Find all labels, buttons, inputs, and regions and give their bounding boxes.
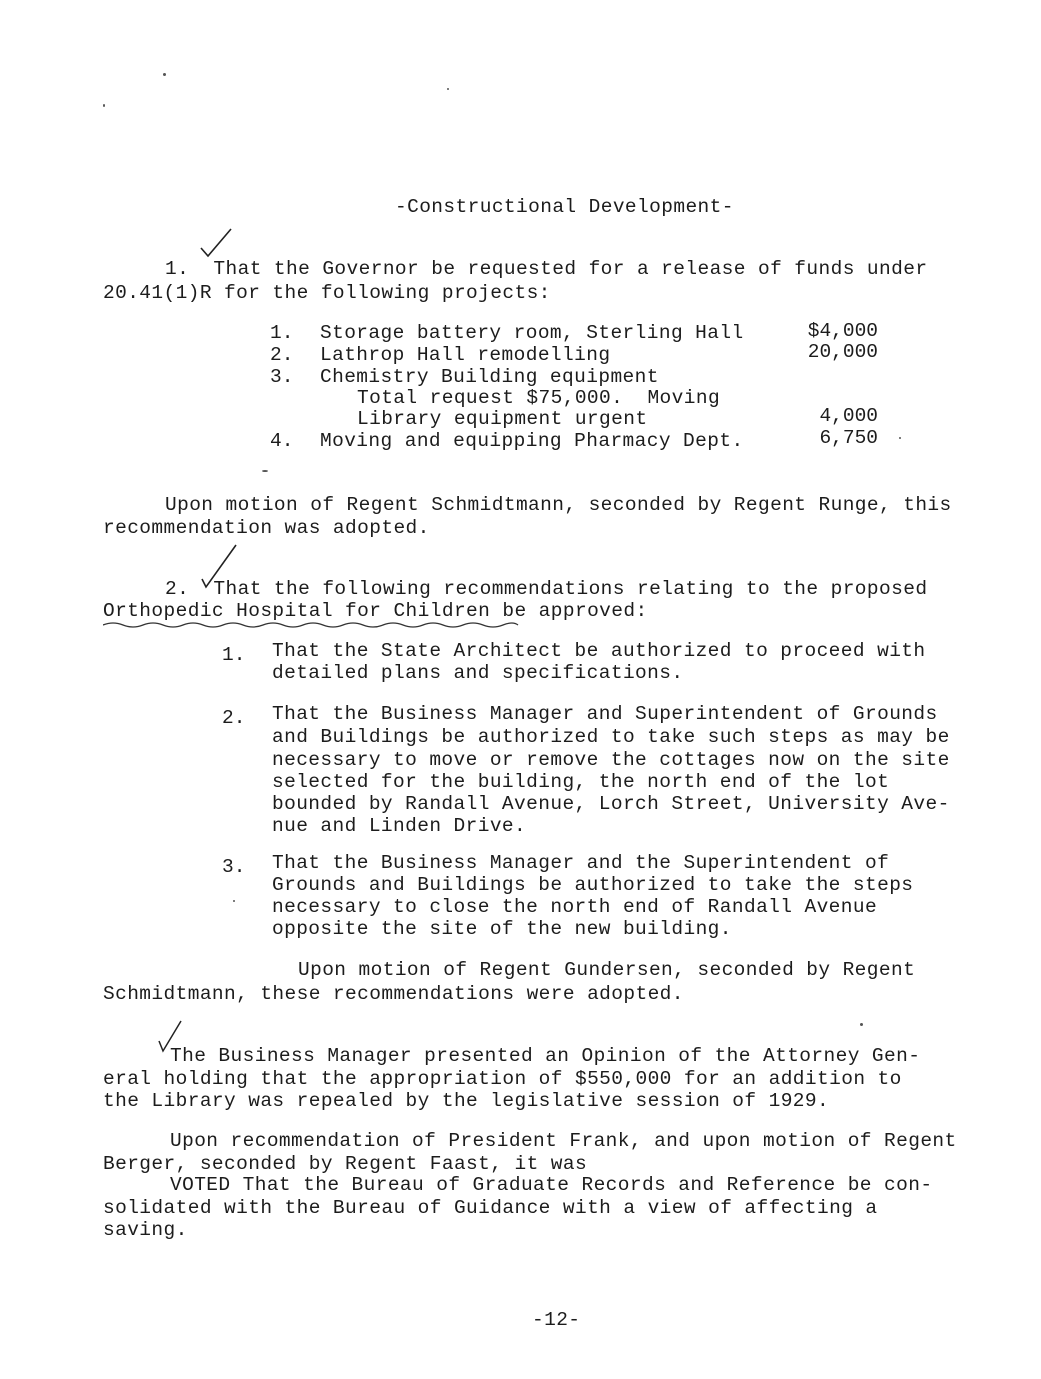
recommendation-line: and Buildings be authorized to take such steps as may be [272,726,950,748]
project-number: 2. [270,344,294,366]
scan-speck [860,1023,863,1026]
recommendation-line: opposite the site of the new building. [272,918,732,940]
project-text: Chemistry Building equipment [320,366,659,388]
project-number: 1. [270,322,294,344]
project-number: 3. [270,366,294,388]
section2-line1: 2. That the following recommendations relating to the proposed [165,578,928,600]
recommendation-line: That the State Architect be authorized to proceed with [272,640,926,662]
recommendation-line: necessary to close the north end of Randall Avenue [272,896,878,918]
recommendation-line: bounded by Randall Avenue, Lorch Street, University Ave- [272,793,950,815]
project-text: Lathrop Hall remodelling [320,344,611,366]
project-text: Storage battery room, Sterling Hall [320,322,744,344]
recommendation-number: 3. [222,856,246,878]
recommendation-line: That the Business Manager and Superintendent of Grounds [272,703,938,725]
section1-line2: 20.41(1)R for the following projects: [103,282,551,304]
motion-line: Schmidtmann, these recommendations were adopted. [103,983,684,1005]
voted-line: Upon recommendation of President Frank, and upon motion of Regent [170,1130,957,1152]
opinion-line: the Library was repealed by the legislative session of 1929. [103,1090,830,1112]
scan-speck [163,73,166,76]
scan-speck [233,900,235,902]
section1-line1: 1. That the Governor be requested for a release of funds under [165,258,928,280]
scan-speck [899,437,901,439]
recommendation-line: nue and Linden Drive. [272,815,527,837]
recommendation-line: selected for the building, the north end of the lot [272,771,890,793]
recommendation-number: 2. [222,707,246,729]
section2-line2: Orthopedic Hospital for Children be approved: [103,600,648,622]
project-amount: $4,000 [807,320,878,342]
project-amount: 6,750 [819,427,878,449]
checkmark-icon [198,226,234,260]
recommendation-line: Grounds and Buildings be authorized to take the steps [272,874,914,896]
voted-line: VOTED That the Bureau of Graduate Records and Reference be con- [170,1174,933,1196]
recommendation-line: necessary to move or remove the cottages now on the site [272,749,950,771]
opinion-line: The Business Manager presented an Opinion of the Attorney Gen- [170,1045,921,1067]
voted-line: saving. [103,1219,188,1241]
project-amount: 4,000 [819,405,878,427]
scan-speck [103,104,105,107]
motion-line: Upon motion of Regent Gundersen, seconded by Regent [298,959,916,981]
handwritten-underline [103,620,523,632]
project-text: Moving and equipping Pharmacy Dept. [320,430,744,452]
scan-speck [262,470,268,472]
scan-speck [447,88,449,90]
project-text: Total request $75,000. Moving [357,387,721,409]
recommendation-number: 1. [222,644,246,666]
project-text: Library equipment urgent [357,408,648,430]
opinion-line: eral holding that the appropriation of $550,000 for an addition to [103,1068,902,1090]
section-heading: -Constructional Development- [395,196,734,218]
recommendation-line: detailed plans and specifications. [272,662,684,684]
motion-line: recommendation was adopted. [103,517,430,539]
voted-line: solidated with the Bureau of Guidance with a view of affecting a [103,1197,878,1219]
project-number: 4. [270,430,294,452]
recommendation-line: That the Business Manager and the Superintendent of [272,852,890,874]
voted-line: Berger, seconded by Regent Faast, it was [103,1153,588,1175]
page-number: -12- [532,1309,581,1331]
project-amount: 20,000 [807,341,878,363]
motion-line: Upon motion of Regent Schmidtmann, seconded by Regent Runge, this [165,494,952,516]
